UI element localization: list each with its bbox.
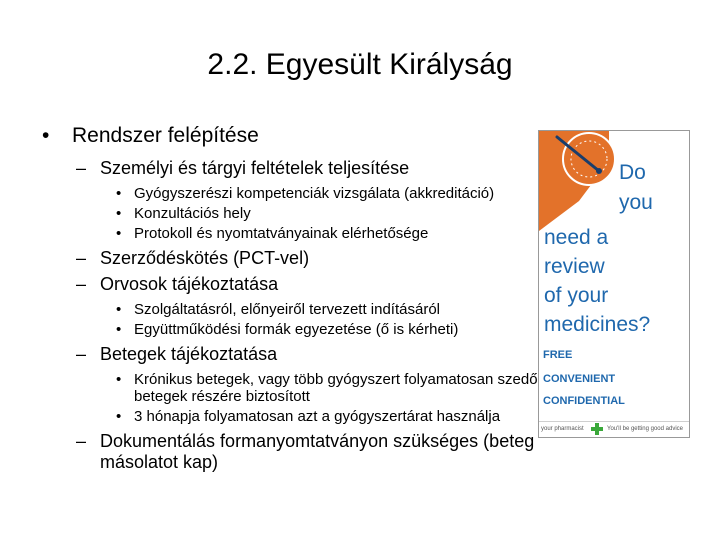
bullet-level2	[38, 344, 538, 365]
poster-line-you: you	[619, 191, 653, 214]
bullet-text: Betegek tájékoztatása	[100, 344, 278, 364]
poster-footer-left: your pharmacist	[541, 426, 584, 432]
bullet-level3	[38, 225, 538, 242]
poster-convenient: CONVENIENT	[543, 373, 616, 385]
bullet-level2	[38, 431, 538, 473]
bullet-marker: •	[116, 301, 122, 318]
poster-line-of: of your	[544, 284, 609, 307]
bullet-level2	[38, 274, 538, 295]
dash-marker: –	[76, 431, 87, 451]
poster-footer	[539, 421, 689, 438]
bullet-text: Orvosok tájékoztatása	[100, 274, 279, 294]
bullet-text: Szerződéskötés (PCT-vel)	[100, 248, 310, 268]
poster-line-need: need a	[544, 226, 609, 249]
bullet-marker: •	[116, 225, 122, 242]
poster-footer-right: You'll be getting good advice	[607, 426, 683, 432]
poster-confidential: CONFIDENTIAL	[543, 395, 625, 407]
bullet-level3	[38, 205, 538, 222]
poster-headline	[544, 223, 650, 339]
bullet-level2	[38, 248, 538, 269]
bullet-marker: •	[116, 321, 122, 338]
bullet-level3	[38, 371, 538, 405]
medicines-review-poster	[538, 130, 690, 438]
bullet-marker: •	[42, 124, 50, 147]
dash-marker: –	[76, 158, 87, 178]
bullet-list	[38, 124, 538, 478]
bullet-level1	[38, 124, 538, 148]
bullet-text: 3 hónapja folyamatosan azt a gyógyszertárat használja	[134, 408, 501, 425]
bullet-level3	[38, 408, 538, 425]
bullet-text: Gyógyszerészi kompetenciák vizsgálata (akkreditáció)	[134, 185, 495, 202]
bullet-text: Krónikus betegek, vagy több gyógyszert folyamatosan szedő betegek részére biztosított	[134, 371, 538, 405]
dash-marker: –	[76, 248, 87, 268]
bullet-marker: •	[116, 408, 122, 425]
bullet-marker: •	[116, 205, 122, 222]
bullet-text: Szolgáltatásról, előnyeiről tervezett indításáról	[134, 301, 440, 318]
dial-needle-tip	[596, 168, 602, 174]
bullet-text: Együttműködési formák egyezetése (ő is kérheti)	[134, 321, 459, 338]
poster-line-review: review	[544, 255, 605, 278]
bullet-level3	[38, 321, 538, 338]
bullet-level3	[38, 301, 538, 318]
poster-line-do: Do	[619, 161, 646, 184]
bullet-text: Protokoll és nyomtatványainak elérhetősége	[134, 225, 429, 242]
poster-free: FREE	[543, 349, 573, 361]
bullet-text: Dokumentálás formanyomtatványon szükséges (beteg másolatot kap)	[100, 431, 535, 472]
bullet-marker: •	[116, 371, 122, 388]
bullet-text: Konzultációs hely	[134, 205, 251, 222]
bullet-level2	[38, 158, 538, 179]
slide-title: 2.2. Egyesült Királyság	[207, 48, 513, 81]
poster-line-medicines: medicines?	[544, 313, 651, 336]
dash-marker: –	[76, 274, 87, 294]
bullet-marker: •	[116, 185, 122, 202]
bullet-text: Rendszer felépítése	[72, 124, 259, 147]
bullet-level3	[38, 185, 538, 202]
bullet-text: Személyi és tárgyi feltételek teljesítése	[100, 158, 410, 178]
dash-marker: –	[76, 344, 87, 364]
